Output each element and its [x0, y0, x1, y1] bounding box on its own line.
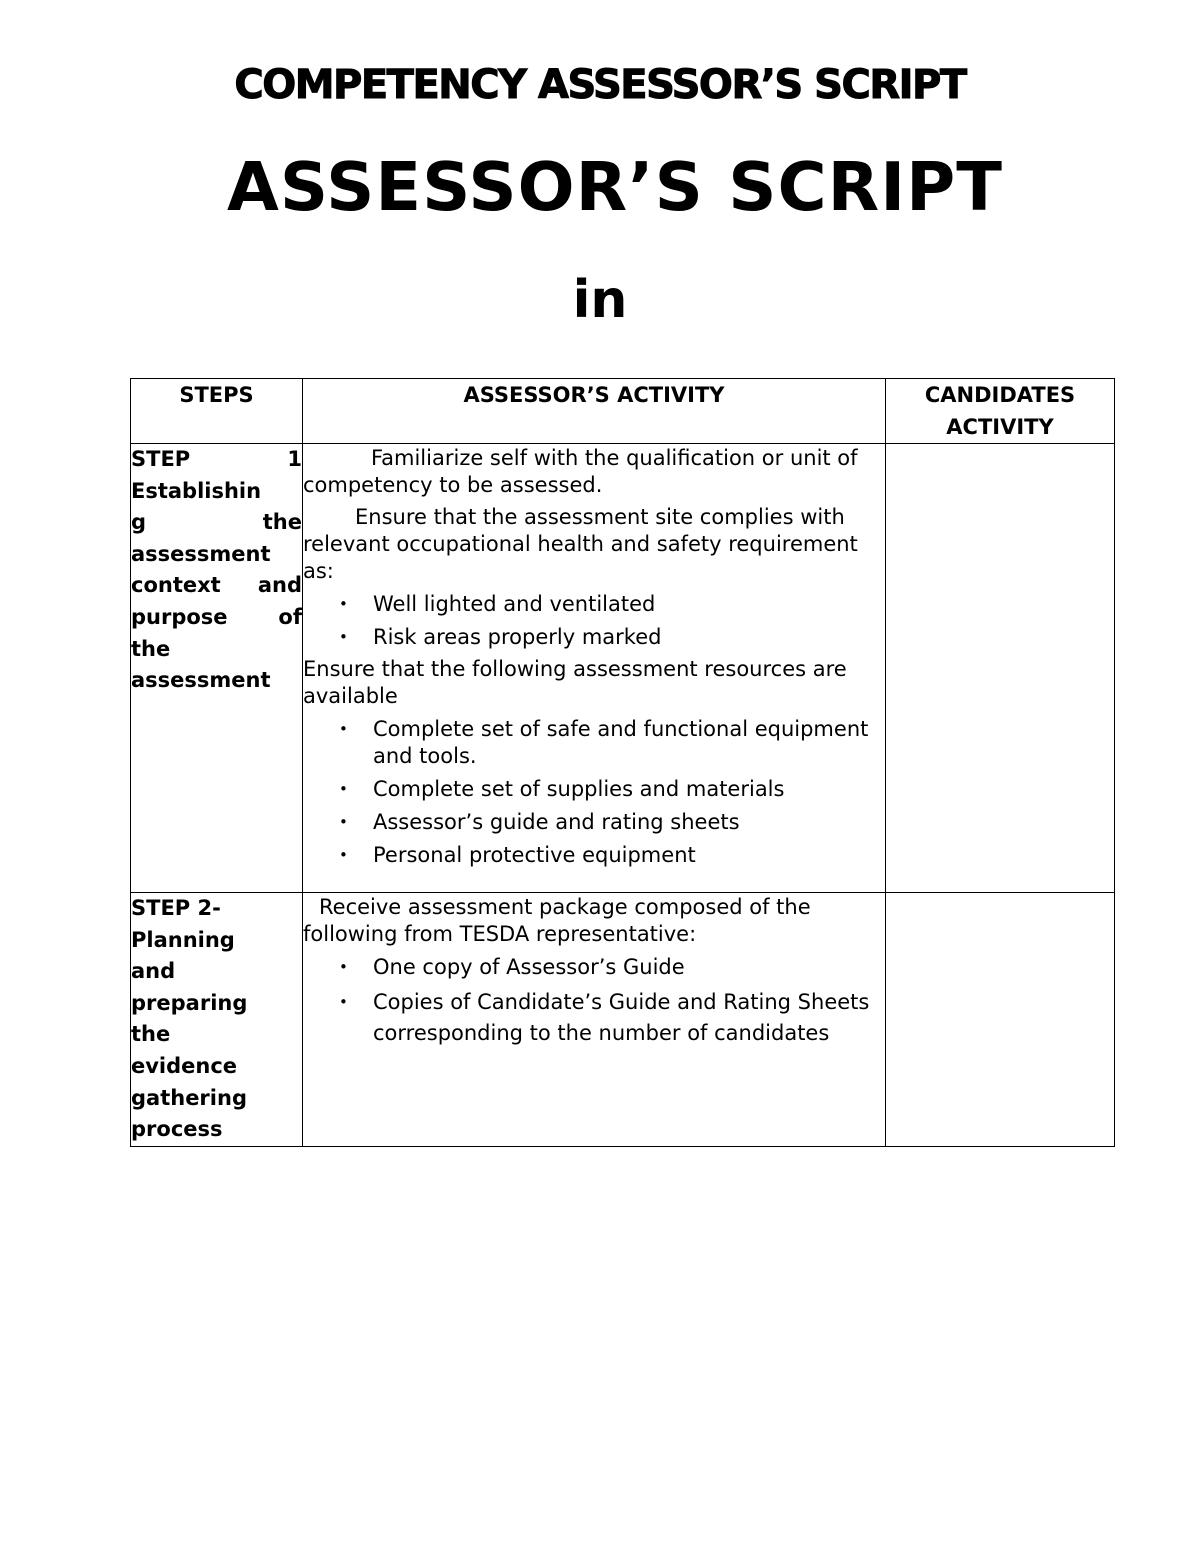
header-assessor-activity: ASSESSOR’S ACTIVITY [303, 379, 886, 444]
step-2-line: STEP 2- [131, 896, 221, 920]
header-candidates-line1: CANDIDATES [924, 383, 1076, 407]
step-2-line: process [131, 1117, 223, 1142]
step-2-line: gathering [131, 1085, 247, 1110]
table-row-step-2 [131, 893, 1115, 1147]
step-2-line: the [131, 1022, 171, 1047]
step-1-line: STEP 1 [131, 447, 302, 471]
list-item: • Risk areas properly marked [373, 624, 885, 651]
step-1-line: context and [131, 573, 302, 598]
step-2-assessor-activity [303, 893, 886, 1147]
step-1-line: Establishin [131, 478, 262, 503]
step-2-candidates-activity [886, 893, 1115, 1147]
list-item: • One copy of Assessor’s Guide [373, 954, 885, 981]
step-2-line: preparing [131, 990, 248, 1015]
document-header-title: COMPETENCY ASSESSOR’S SCRIPT [234, 62, 966, 108]
step-1-line: purpose of [131, 604, 302, 629]
list-item: • Personal protective equipment [373, 842, 885, 869]
step-1-paragraph-1: Familiarize self with the qualification or unit of competency to be assessed. [303, 446, 858, 497]
step-2-line: evidence [131, 1053, 238, 1078]
step-2-line: Planning [131, 927, 235, 952]
step-1-paragraph-3: Ensure that the following assessment resources are available [303, 657, 847, 708]
table-header-row [131, 379, 1115, 444]
step-1-bullet-list-1 [303, 591, 885, 651]
step-2-line: and [131, 959, 176, 984]
step-1-paragraph-2: Ensure that the assessment site complies with relevant occupational health and safety requirement as: [303, 505, 858, 583]
assessor-script-table [130, 378, 1115, 1147]
step-2-cell [131, 893, 303, 1147]
step-1-line: assessment [131, 668, 271, 693]
header-candidates-line2: ACTIVITY [946, 415, 1054, 439]
step-1-bullet-list-2 [303, 716, 885, 869]
step-1-line: g the [131, 510, 302, 535]
list-item: • Complete set of supplies and materials [373, 776, 885, 803]
step-1-line: assessment [131, 541, 271, 566]
list-item: • Copies of Candidate’s Guide and Rating Sheets corresponding to the number of candidates [373, 987, 885, 1049]
step-1-line: the [131, 636, 171, 661]
header-steps: STEPS [131, 379, 303, 444]
list-item: • Complete set of safe and functional equipment and tools. [373, 716, 885, 770]
document-main-title: ASSESSOR’S SCRIPT [227, 148, 1003, 226]
list-item: • Well lighted and ventilated [373, 591, 885, 618]
table-row-step-1 [131, 444, 1115, 893]
document-sub-title: in [572, 270, 628, 330]
list-item: • Assessor’s guide and rating sheets [373, 809, 885, 836]
step-1-assessor-activity [303, 444, 886, 893]
step-2-paragraph-1: Receive assessment package composed of the following from TESDA representative: [303, 895, 811, 946]
step-1-candidates-activity [886, 444, 1115, 893]
header-candidates-activity [886, 379, 1115, 444]
step-2-bullet-list [303, 954, 885, 1049]
step-1-cell [131, 444, 303, 893]
